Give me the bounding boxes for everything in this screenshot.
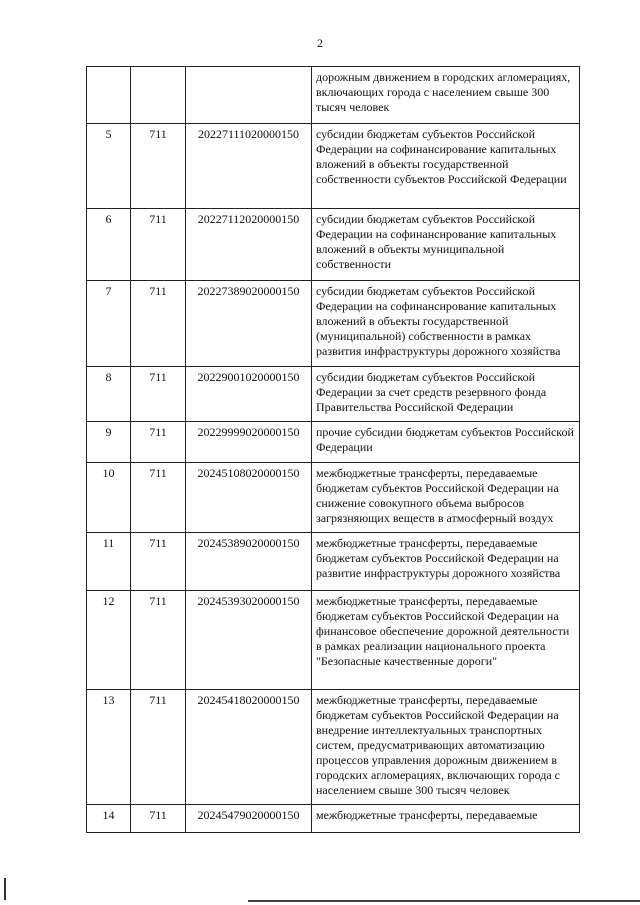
table-row [87,124,580,209]
row-number-cell: 9 [87,422,131,463]
description-cell: межбюджетные трансферты, передаваемые [312,805,580,833]
page-number: 2 [317,36,323,50]
admin-code-cell: 711 [131,463,186,533]
table-row [87,281,580,367]
scan-bottom-edge [248,900,640,902]
scan-edge-mark [4,878,6,900]
description-cell: межбюджетные трансферты, передаваемые бюджетам субъектов Российской Федерации на внедрение интеллектуальных транспортных систем, предусматривающих автоматизацию процессов управления дорожным движением в городских агломерациях, включающих города с населением свыше 300 тысяч человек [312,690,580,805]
row-number-cell: 13 [87,690,131,805]
admin-code-cell: 711 [131,422,186,463]
row-number-cell: 10 [87,463,131,533]
description-cell: субсидии бюджетам субъектов Российской Федерации на софинансирование капитальных вложений в объекты государственной собственности субъектов Российской Федерации [312,124,580,209]
budget-code-cell: 20245389020000150 [186,533,312,591]
row-number-cell: 5 [87,124,131,209]
table-row [87,690,580,805]
row-number-cell [87,67,131,124]
row-number-cell: 7 [87,281,131,367]
row-number-cell: 6 [87,209,131,281]
description-cell: межбюджетные трансферты, передаваемые бюджетам субъектов Российской Федерации на развитие инфраструктуры дорожного хозяйства [312,533,580,591]
table-row [87,591,580,690]
budget-code-cell: 20229001020000150 [186,367,312,422]
budget-code-cell: 20227111020000150 [186,124,312,209]
description-cell: субсидии бюджетам субъектов Российской Федерации на софинансирование капитальных вложений в объекты государственной (муниципальной) собственности в рамках развития инфраструктуры дорожного хозяйства [312,281,580,367]
table-row [87,422,580,463]
admin-code-cell: 711 [131,690,186,805]
description-cell: субсидии бюджетам субъектов Российской Федерации на софинансирование капитальных вложений в объекты муниципальной собственности [312,209,580,281]
admin-code-cell: 711 [131,209,186,281]
budget-code-cell: 20229999020000150 [186,422,312,463]
row-number-cell: 11 [87,533,131,591]
budget-code-cell: 20245108020000150 [186,463,312,533]
admin-code-cell: 711 [131,281,186,367]
budget-code-cell: 20245418020000150 [186,690,312,805]
budget-code-cell [186,67,312,124]
description-cell: межбюджетные трансферты, передаваемые бюджетам субъектов Российской Федерации на финансовое обеспечение дорожной деятельности в рамках реализации национального проекта "Безопасные качественные дороги" [312,591,580,690]
budget-code-cell: 20245393020000150 [186,591,312,690]
row-number-cell: 12 [87,591,131,690]
admin-code-cell: 711 [131,533,186,591]
table-row [87,533,580,591]
budget-code-cell: 20227389020000150 [186,281,312,367]
table-row [87,805,580,833]
budget-code-cell: 20245479020000150 [186,805,312,833]
table-row [87,367,580,422]
row-number-cell: 8 [87,367,131,422]
admin-code-cell: 711 [131,805,186,833]
description-cell: субсидии бюджетам субъектов Российской Федерации за счет средств резервного фонда Правительства Российской Федерации [312,367,580,422]
row-number-cell: 14 [87,805,131,833]
table-row [87,67,580,124]
table-row [87,463,580,533]
admin-code-cell: 711 [131,367,186,422]
description-cell: дорожным движением в городских агломерациях, включающих города с населением свыше 300 тысяч человек [312,67,580,124]
table-row [87,209,580,281]
description-cell: межбюджетные трансферты, передаваемые бюджетам субъектов Российской Федерации на снижение совокупного объема выбросов загрязняющих веществ в атмосферный воздух [312,463,580,533]
admin-code-cell: 711 [131,124,186,209]
admin-code-cell: 711 [131,591,186,690]
budget-code-cell: 20227112020000150 [186,209,312,281]
revenue-codes-table [86,66,580,833]
admin-code-cell [131,67,186,124]
description-cell: прочие субсидии бюджетам субъектов Российской Федерации [312,422,580,463]
